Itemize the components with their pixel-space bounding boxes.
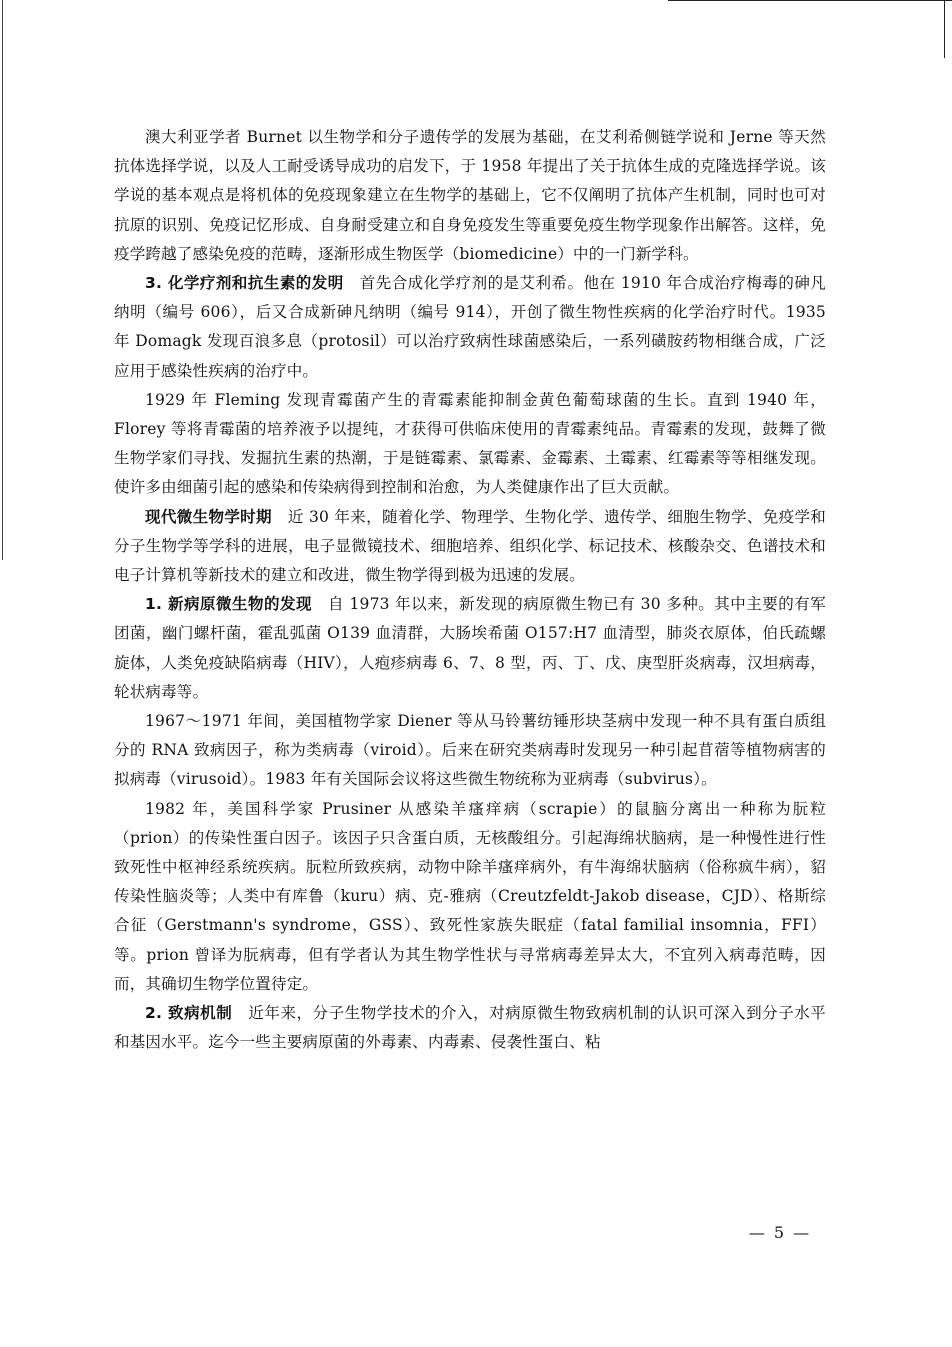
paragraph-penicillin [114,386,826,503]
paragraph-text: 澳大利亚学者 Burnet 以生物学和分子遗传学的发展为基础，在艾利希侧链学说和 Jerne 等天然抗体选择学说，以及人工耐受诱导成功的启发下，于 1958 年提出了关于抗体生成的克隆选择学说。该学说的基本观点是将机体的免疫现象建立在生物学的基础上，它不仅阐明了抗体产生机制，同时也可对抗原的识别、免疫记忆形成、自身耐受建立和自身免疫发生等重要免疫生物学现象作出解答。这样，免疫学跨越了感染免疫的范畴，逐渐形成生物医学（biomedicine）中的一门新学科。 [114,128,826,263]
paragraph-text: 1967～1971 年间，美国植物学家 Diener 等从马铃薯纺锤形块茎病中发现一种不具有蛋白质组分的 RNA 致病因子，称为类病毒（viroid）。后来在研究类病毒时发现另一种引起苜蓿等植物病害的拟病毒（virusoid）。1983 年有关国际会议将这些微生物统称为亚病毒（subvirus）。 [114,712,826,789]
paragraph-chemotherapy [114,269,826,386]
paragraph-prion [114,795,826,999]
page-number: — 5 — [748,1223,812,1242]
paragraph-modern-era [114,503,826,591]
paragraph-text: 1982 年，美国科学家 Prusiner 从感染羊瘙痒病（scrapie）的鼠脑分离出一种称为朊粒（prion）的传染性蛋白因子。该因子只含蛋白质，无核酸组分。引起海绵状脑病，是一种慢性进行性致死性中枢神经系统疾病。朊粒所致疾病，动物中除羊瘙痒病外，有牛海绵状脑病（俗称疯牛病），貂传染性脑炎等；人类中有库鲁（kuru）病、克-雅病（Creutzfeldt-Jakob disease，CJD）、格斯综合征（Gerstmann's syndrome，GSS）、致死性家族失眠症（fatal familial insomnia，FFI）等。prion 曾译为朊病毒，但有学者认为其生物学性状与寻常病毒差异太大，不宜列入病毒范畴，因而，其确切生物学位置待定。 [114,799,826,993]
top-border-line [668,0,952,1]
paragraph-text: 自 1973 年以来，新发现的病原微生物已有 30 多种。其中主要的有军团菌，幽门螺杆菌，霍乱弧菌 O139 血清群，大肠埃希菌 O157:H7 血清型，肺炎衣原体，伯氏疏螺旋体，人类免疫缺陷病毒（HIV），人疱疹病毒 6、7、8 型，丙、丁、戊、庚型肝炎病毒，汉坦病毒，轮状病毒等。 [114,595,826,701]
paragraph-text: 近 30 年来，随着化学、物理学、生物化学、遗传学、细胞生物学、免疫学和分子生物学等学科的进展，电子显微镜技术、细胞培养、组织化学、标记技术、核酸杂交、色谱技术和电子计算机等新技术的建立和改进，微生物学得到极为迅速的发展。 [114,507,827,585]
paragraph-text: 1929 年 Fleming 发现青霉菌产生的青霉素能抑制金黄色葡萄球菌的生长。直到 1940 年，Florey 等将青霉菌的培养液予以提纯，才获得可供临床使用的青霉素纯品。青霉素的发现，鼓舞了微生物学家们寻找、发掘抗生素的热潮，于是链霉素、氯霉素、金霉素、土霉素、红霉素等等相继发现。使许多由细菌引起的感染和传染病得到控制和治愈，为人类健康作出了巨大贡献。 [114,390,826,497]
paragraph-new-pathogens [114,590,826,707]
paragraph-burnet [114,123,826,269]
paragraph-text: 近年来，分子生物学技术的介入，对病原微生物致病机制的认识可深入到分子水平和基因水平。迄今一些主要病原菌的外毒素、内毒素、侵袭性蛋白、粘 [114,1004,827,1052]
right-border-line [944,0,945,58]
section-heading: 3. 化学疗剂和抗生素的发明 [145,274,344,293]
section-heading: 2. 致病机制 [145,1004,233,1023]
page-body [114,123,826,1058]
paragraph-pathogenesis [114,999,826,1057]
paragraph-text: 首先合成化学疗剂的是艾利希。他在 1910 年合成治疗梅毒的砷凡纳明（编号 606），后又合成新砷凡纳明（编号 914），开创了微生物性疾病的化学治疗时代。1935 年 Domagk 发现百浪多息（protosil）可以治疗致病性球菌感染后，一系列磺胺药物相继合成，广泛应用于感染性疾病的治疗中。 [114,274,827,380]
left-scan-edge [2,0,3,560]
paragraph-viroid [114,707,826,795]
section-heading: 1. 新病原微生物的发现 [145,595,313,614]
section-heading: 现代微生物学时期 [145,507,272,526]
